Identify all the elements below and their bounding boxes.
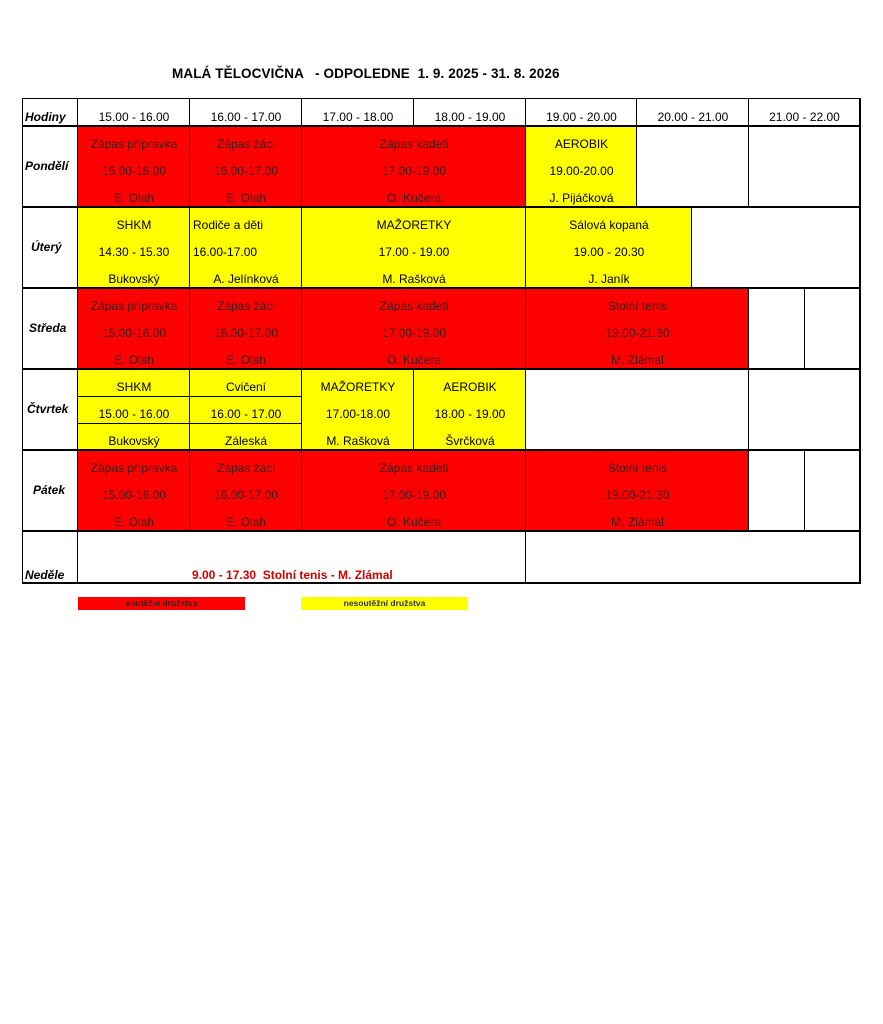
- block-trainer: M. Rašková: [382, 272, 446, 286]
- grid-line: [301, 98, 302, 531]
- block-activity: Zápas kadeti: [379, 137, 449, 151]
- block-activity: Stolní tenis: [607, 299, 668, 313]
- block-trainer: A. Jelínková: [213, 272, 279, 286]
- page-title: MALÁ TĚLOCVIČNA - ODPOLEDNE 1. 9. 2025 - 31. 8. 2026: [172, 66, 560, 81]
- block-thu-1: [78, 369, 190, 450]
- day-label-monday: Pondělí: [25, 159, 69, 173]
- sunday-schedule: 9.00 - 17.30 Stolní tenis - M. Zlámal: [192, 568, 393, 582]
- block-activity: AEROBIK: [443, 380, 497, 394]
- block-time: 16.00-17.00: [193, 245, 258, 259]
- block-trainer: J. Pijáčková: [549, 191, 614, 205]
- block-time: 19.00-20.00: [549, 164, 614, 178]
- block-activity: Stolní tenis: [607, 461, 668, 475]
- block-activity: AEROBIK: [554, 137, 609, 151]
- block-thu-3: [302, 369, 414, 450]
- grid-line: [22, 125, 861, 127]
- block-tue-4: [526, 207, 692, 288]
- block-trainer: E. Olah: [113, 353, 155, 367]
- grid-line: [804, 450, 805, 531]
- block-activity: Zápas žáci: [216, 461, 276, 475]
- block-trainer: E. Olah: [225, 191, 267, 205]
- grid-line: [78, 423, 302, 424]
- block-mon-3: [302, 126, 526, 207]
- block-activity: Zápas kadeti: [379, 461, 449, 475]
- block-trainer: Bukovský: [108, 434, 160, 448]
- block-trainer: O. Kučera: [386, 515, 442, 529]
- block-time: 15.00-16.00: [101, 326, 167, 340]
- block-fri-1: [78, 450, 190, 531]
- grid-line: [413, 369, 414, 450]
- block-time: 17.00-19.00: [381, 164, 447, 178]
- time-header: 20.00 - 21.00: [657, 110, 729, 124]
- time-header: 21.00 - 22.00: [769, 110, 840, 124]
- block-trainer: Švrčková: [445, 434, 495, 448]
- block-trainer: M. Zlámal: [611, 353, 664, 367]
- block-trainer: Bukovský: [108, 272, 160, 286]
- block-thu-2: [190, 369, 302, 450]
- block-fri-3: [302, 450, 526, 531]
- block-mon-2: [190, 126, 302, 207]
- grid-line: [413, 98, 414, 126]
- grid-line: [525, 98, 526, 584]
- block-activity: Zápas kadeti: [379, 299, 449, 313]
- block-trainer: O. Kučera: [386, 191, 442, 205]
- block-mon-4: [526, 126, 637, 207]
- grid-line: [636, 98, 637, 207]
- day-label-thursday: Čtvrtek: [27, 402, 69, 416]
- grid-line: [78, 396, 302, 397]
- block-tue-3: [302, 207, 526, 288]
- block-time: 16.00-17.00: [213, 488, 279, 502]
- grid-line: [748, 450, 749, 531]
- block-time: 14.30 - 15.30: [98, 245, 170, 259]
- grid-line: [22, 582, 861, 584]
- grid-line: [189, 98, 190, 531]
- block-activity: Zápas žáci: [216, 299, 276, 313]
- block-time: 19.00-21.30: [605, 488, 670, 502]
- day-label-wednesday: Středa: [29, 321, 67, 335]
- block-activity: SHKM: [116, 380, 152, 394]
- grid-line: [804, 288, 805, 369]
- block-activity: Zápas přípravka: [90, 461, 178, 475]
- block-time: 17.00-19.00: [381, 326, 447, 340]
- block-activity: Zápas žáci: [216, 137, 276, 151]
- block-time: 19.00-21.30: [605, 326, 670, 340]
- grid-line: [22, 449, 861, 451]
- block-trainer: O. Kučera: [386, 353, 442, 367]
- block-thu-4: [414, 369, 526, 450]
- block-trainer: E. Olah: [113, 191, 155, 205]
- block-activity: MAŽORETKY: [376, 218, 452, 232]
- block-activity: Sálová kopaná: [569, 218, 649, 232]
- block-wed-2: [190, 288, 302, 369]
- block-trainer: M. Rašková: [326, 434, 390, 448]
- grid-line: [22, 287, 861, 289]
- grid-line: [22, 530, 861, 532]
- grid-line: [859, 98, 861, 584]
- grid-line: [748, 98, 749, 207]
- block-activity: Rodiče a děti: [193, 218, 264, 232]
- block-activity: Zápas přípravka: [90, 137, 178, 151]
- block-fri-4: [526, 450, 749, 531]
- block-time: 16.00-17.00: [213, 326, 279, 340]
- day-label-tuesday: Úterý: [31, 240, 62, 254]
- grid-line: [22, 206, 861, 208]
- grid-line: [22, 368, 861, 370]
- block-tue-1: [78, 207, 190, 288]
- time-header: 18.00 - 19.00: [434, 110, 506, 124]
- block-time: 16.00 - 17.00: [210, 407, 282, 421]
- hours-label: Hodiny: [25, 110, 66, 124]
- block-trainer: E. Olah: [225, 515, 267, 529]
- day-label-friday: Pátek: [33, 483, 66, 497]
- grid-line: [22, 98, 861, 99]
- time-header: 15.00 - 16.00: [98, 110, 170, 124]
- block-time: 15.00 - 16.00: [98, 407, 170, 421]
- grid-line: [748, 369, 749, 450]
- legend-noncompetitive: nesoutěžní družstva: [301, 597, 468, 610]
- grid-line: [77, 98, 78, 584]
- block-trainer: E. Olah: [113, 515, 155, 529]
- block-trainer: Záleská: [224, 434, 268, 448]
- block-wed-3: [302, 288, 526, 369]
- block-activity: MAŽORETKY: [320, 380, 396, 394]
- block-trainer: E. Olah: [225, 353, 267, 367]
- grid-line: [691, 207, 692, 288]
- time-header: 16.00 - 17.00: [210, 110, 282, 124]
- block-wed-4: [526, 288, 749, 369]
- block-tue-2: [190, 207, 302, 288]
- block-time: 17.00 - 19.00: [378, 245, 450, 259]
- day-label-sunday: Neděle: [25, 568, 65, 582]
- block-time: 15.00-16.00: [101, 488, 167, 502]
- legend-competitive: soutěžní družstva: [78, 597, 245, 610]
- block-trainer: M. Zlámal: [611, 515, 664, 529]
- time-header: 17.00 - 18.00: [322, 110, 394, 124]
- block-trainer: J. Janík: [588, 272, 630, 286]
- block-time: 15.00-16.00: [101, 164, 167, 178]
- grid-line: [22, 98, 23, 584]
- time-header: 19.00 - 20.00: [546, 110, 617, 124]
- block-time: 16.00-17.00: [213, 164, 279, 178]
- block-time: 19.00 - 20.30: [573, 245, 645, 259]
- grid-line: [748, 288, 749, 369]
- block-wed-1: [78, 288, 190, 369]
- block-time: 17.00-18.00: [325, 407, 391, 421]
- block-activity: Cvičení: [225, 380, 266, 394]
- block-time: 17.00-19.00: [381, 488, 447, 502]
- block-fri-2: [190, 450, 302, 531]
- block-activity: Zápas přípravka: [90, 299, 178, 313]
- block-mon-1: [78, 126, 190, 207]
- block-time: 18.00 - 19.00: [434, 407, 506, 421]
- block-activity: SHKM: [116, 218, 152, 232]
